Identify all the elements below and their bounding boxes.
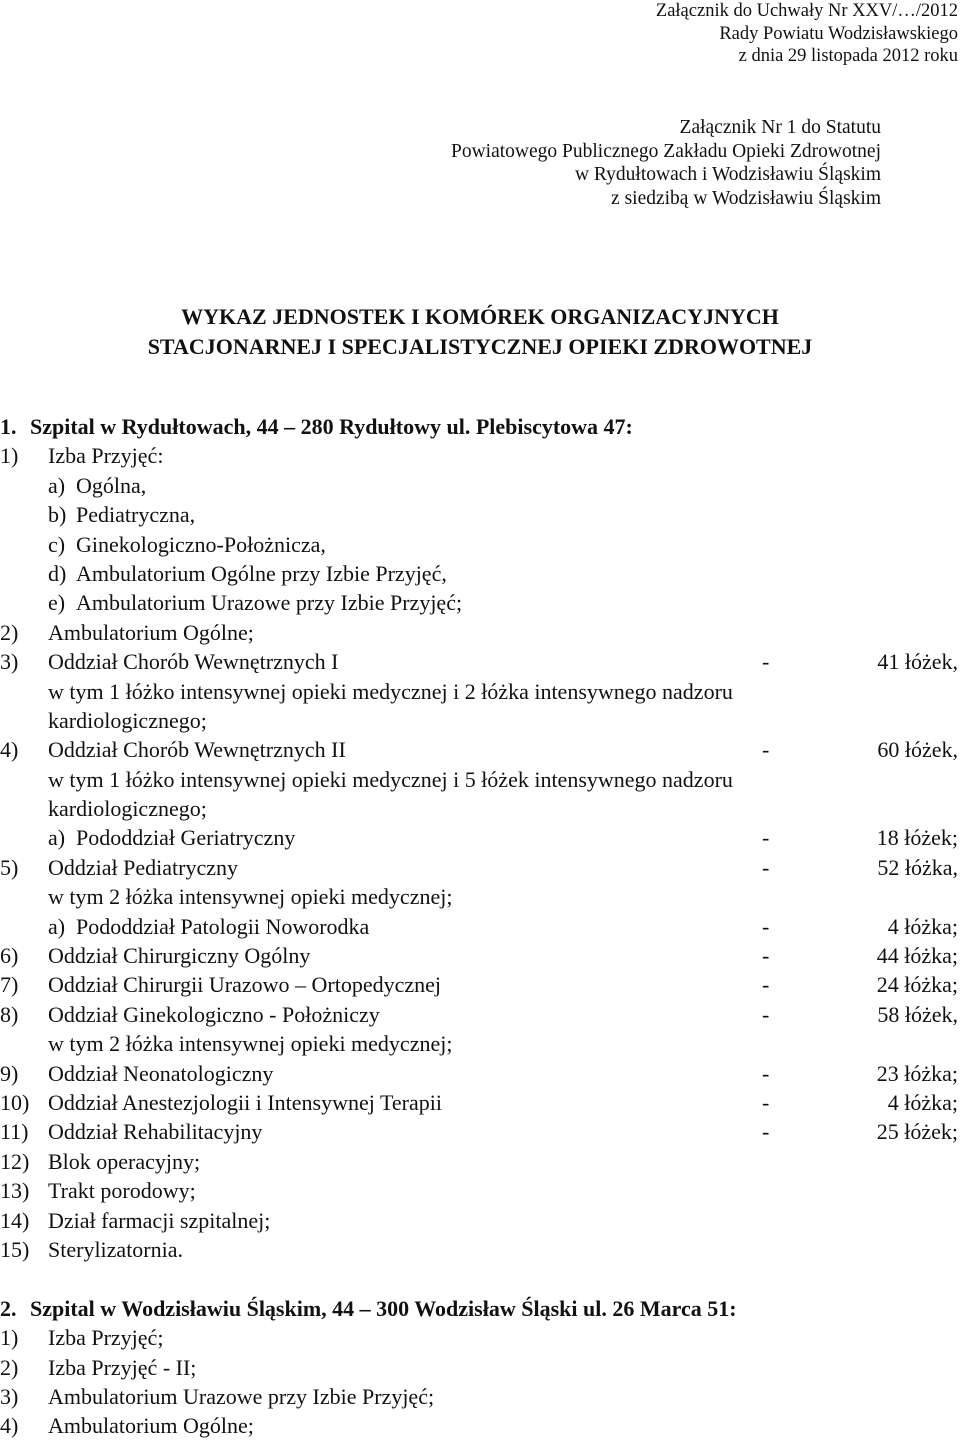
title-line-1: WYKAZ JEDNOSTEK I KOMÓREK ORGANIZACYJNYCH: [181, 304, 779, 329]
item-number: 6): [0, 943, 19, 969]
item-number: 14): [0, 1207, 30, 1233]
list-item: [0, 823, 960, 852]
section-number: 1.: [0, 414, 17, 439]
item-text: Oddział Rehabilitacyjny: [48, 1119, 263, 1145]
item-number: 5): [0, 854, 19, 880]
item-dash: -: [762, 825, 770, 851]
section-number: 2.: [0, 1295, 17, 1321]
item-number: a): [48, 913, 66, 939]
list-item: [0, 1206, 960, 1235]
item-number: 2): [0, 619, 19, 645]
item-number: 1): [0, 1325, 19, 1351]
list-item: [0, 1353, 960, 1382]
item-text: Oddział Chorób Wewnętrznych I: [48, 649, 339, 675]
item-text: Ambulatorium Ogólne przy Izbie Przyjęć,: [76, 560, 447, 586]
item-dash: -: [762, 854, 770, 880]
bed-count: 44 łóżka;: [876, 943, 958, 969]
item-number: 3): [0, 1383, 19, 1409]
statute-line: w Rydułtowach i Wodzisławiu Śląskim: [574, 164, 881, 185]
section-title: Szpital w Wodzisławiu Śląskim, 44 – 300 Wodzisław Śląski ul. 26 Marca 51:: [30, 1295, 737, 1321]
list-item: [0, 1088, 960, 1117]
item-dash: -: [762, 737, 770, 763]
bed-count: 60 łóżek,: [877, 737, 958, 763]
item-dash: -: [762, 1001, 770, 1027]
item-text: Sterylizatornia.: [48, 1236, 184, 1262]
annex-line: z dnia 29 listopada 2012 roku: [738, 46, 958, 66]
statute-header: [0, 116, 881, 210]
title-line-2: STACJONARNEJ I SPECJALISTYCZNEJ OPIEKI ZDROWOTNEJ: [147, 334, 813, 359]
item-number: 1): [0, 443, 19, 469]
bed-count: 4 łóżka;: [887, 913, 958, 939]
item-text: Oddział Pediatryczny: [48, 854, 238, 880]
list-item: [0, 1117, 960, 1146]
item-number: 4): [0, 737, 19, 763]
item-dash: -: [762, 913, 770, 939]
list-item: [0, 1059, 960, 1088]
item-number: 15): [0, 1236, 30, 1262]
item-number: 9): [0, 1060, 19, 1086]
item-note: w tym 1 łóżko intensywnej opieki medycznej i 5 łóżek intensywnego nadzoru: [48, 766, 733, 792]
section-heading: [0, 1294, 960, 1323]
item-number: 4): [0, 1413, 19, 1439]
bed-count: 41 łóżek,: [877, 649, 958, 675]
section-heading: [0, 412, 960, 441]
item-note: kardiologicznego;: [48, 707, 207, 733]
item-text: Pediatryczna,: [76, 502, 196, 528]
item-dash: -: [762, 943, 770, 969]
list-item: [0, 706, 960, 735]
item-number: d): [48, 560, 67, 586]
bed-count: 24 łóżka;: [876, 972, 958, 998]
item-text: Izba Przyjęć:: [48, 443, 164, 469]
list-item: [0, 1000, 960, 1029]
list-item: [0, 530, 960, 559]
bed-count: 4 łóżka;: [887, 1089, 958, 1115]
item-number: b): [48, 502, 67, 528]
item-text: Ambulatorium Urazowe przy Izbie Przyjęć;: [48, 1383, 435, 1409]
item-dash: -: [762, 972, 770, 998]
item-text: Izba Przyjęć - II;: [48, 1354, 197, 1380]
item-text: Oddział Chorób Wewnętrznych II: [48, 737, 346, 763]
item-text: Ambulatorium Urazowe przy Izbie Przyjęć;: [76, 590, 463, 616]
list-item: [0, 912, 960, 941]
list-item: [0, 882, 960, 911]
list-item: [0, 1382, 960, 1411]
item-text: Ambulatorium Ogólne;: [48, 619, 254, 645]
item-dash: -: [762, 1089, 770, 1115]
item-text: Ogólna,: [76, 472, 147, 498]
list-item: [0, 471, 960, 500]
annex-header: [656, 0, 958, 68]
item-text: Trakt porodowy;: [48, 1178, 196, 1204]
item-number: 10): [0, 1089, 30, 1115]
bed-count: 52 łóżka,: [877, 854, 958, 880]
list-item: [0, 1029, 960, 1058]
item-dash: -: [762, 649, 770, 675]
list-item: [0, 1147, 960, 1176]
list-item: [0, 1323, 960, 1352]
bed-count: 58 łóżek,: [877, 1001, 958, 1027]
item-text: Oddział Anestezjologii i Intensywnej Terapii: [48, 1089, 442, 1115]
list-item: [0, 970, 960, 999]
item-number: 3): [0, 649, 19, 675]
list-item: [0, 794, 960, 823]
list-item: [0, 1411, 960, 1440]
item-text: Izba Przyjęć;: [48, 1325, 164, 1351]
item-number: e): [48, 590, 66, 616]
item-number: 11): [0, 1119, 29, 1145]
item-dash: -: [762, 1060, 770, 1086]
item-text: Oddział Ginekologiczno - Położniczy: [48, 1001, 380, 1027]
item-number: a): [48, 825, 66, 851]
item-text: Blok operacyjny;: [48, 1148, 201, 1174]
list-item: [0, 735, 960, 764]
item-number: 13): [0, 1178, 30, 1204]
annex-line: Załącznik do Uchwały Nr XXV/…/2012: [655, 1, 958, 21]
annex-line: Rady Powiatu Wodzisławskiego: [719, 23, 958, 44]
list-item: [0, 588, 960, 617]
unit-list: [0, 412, 960, 1441]
section-title: Szpital w Rydułtowach, 44 – 280 Rydułtowy ul. Plebiscytowa 47:: [30, 414, 633, 439]
document-title: [0, 302, 960, 362]
item-text: Oddział Neonatologiczny: [48, 1060, 274, 1086]
item-text: Pododdział Patologii Noworodka: [76, 913, 370, 939]
item-text: Ginekologiczno-Położnicza,: [76, 531, 326, 557]
statute-line: z siedzibą w Wodzisławiu Śląskim: [611, 187, 881, 209]
item-number: 7): [0, 972, 19, 998]
list-item: [0, 1235, 960, 1264]
list-item: [0, 500, 960, 529]
statute-line: Załącznik Nr 1 do Statutu: [679, 117, 881, 138]
item-number: a): [48, 472, 66, 498]
item-number: 8): [0, 1001, 19, 1027]
list-item: [0, 618, 960, 647]
item-text: Oddział Chirurgiczny Ogólny: [48, 943, 311, 969]
bed-count: 25 łóżek;: [876, 1119, 958, 1145]
list-item: [0, 559, 960, 588]
item-note: kardiologicznego;: [48, 796, 207, 822]
list-item: [0, 941, 960, 970]
item-number: c): [48, 531, 66, 557]
list-item: [0, 677, 960, 706]
item-number: 2): [0, 1354, 19, 1380]
list-item: [0, 1176, 960, 1205]
item-text: Ambulatorium Ogólne;: [48, 1413, 254, 1439]
list-item: [0, 441, 960, 470]
bed-count: 23 łóżka;: [876, 1060, 958, 1086]
item-note: w tym 2 łóżka intensywnej opieki medycznej;: [48, 1031, 453, 1057]
list-item: [0, 765, 960, 794]
list-item: [0, 853, 960, 882]
statute-line: Powiatowego Publicznego Zakładu Opieki Zdrowotnej: [451, 140, 881, 162]
bed-count: 18 łóżek;: [876, 825, 958, 851]
item-note: w tym 2 łóżka intensywnej opieki medycznej;: [48, 884, 453, 910]
item-text: Pododdział Geriatryczny: [76, 825, 296, 851]
item-note: w tym 1 łóżko intensywnej opieki medycznej i 2 łóżka intensywnego nadzoru: [48, 678, 733, 704]
item-text: Dział farmacji szpitalnej;: [48, 1207, 271, 1233]
item-text: Oddział Chirurgii Urazowo – Ortopedycznej: [48, 972, 442, 998]
list-item: [0, 647, 960, 676]
item-dash: -: [762, 1119, 770, 1145]
item-number: 12): [0, 1148, 30, 1174]
